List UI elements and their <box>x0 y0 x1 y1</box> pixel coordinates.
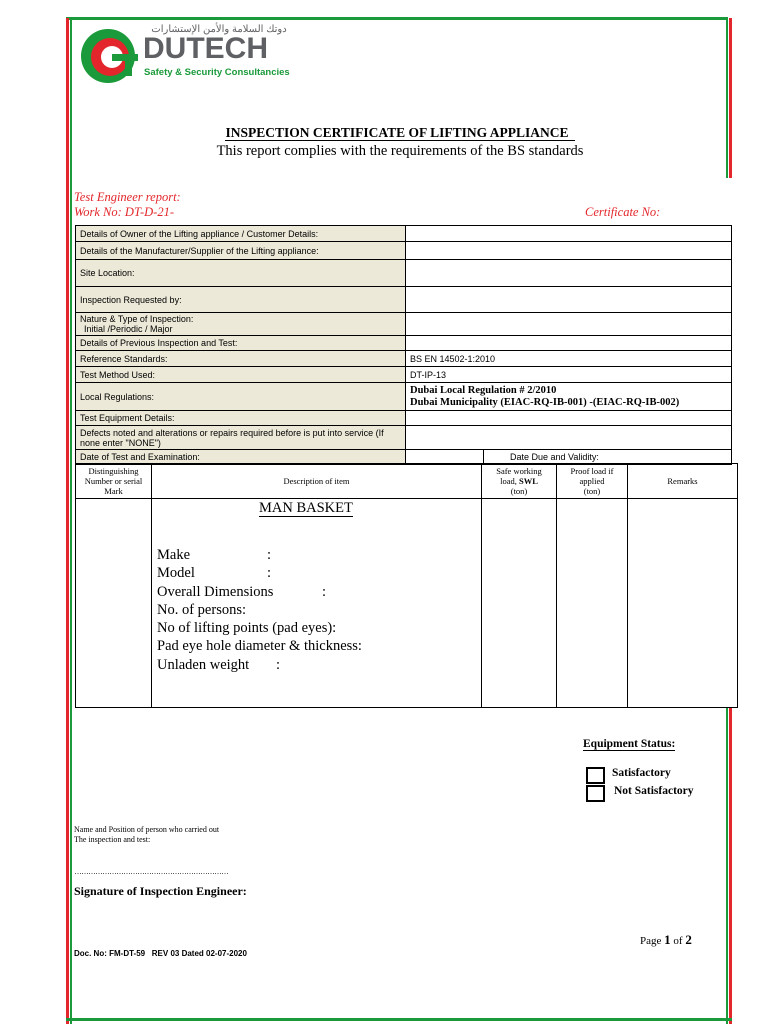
test-equipment-label: Test Equipment Details: <box>76 411 406 426</box>
logo-arabic-name: دوتك السلامة والأمن الإستشارات <box>151 24 287 35</box>
remarks-header: Remarks <box>628 464 738 499</box>
serial-mark-header: Distinguishing Number or serial Mark <box>76 464 152 499</box>
swl-header-swl: SWL <box>518 476 538 486</box>
spec-model <box>157 564 481 582</box>
spec-weight-colon: : <box>276 656 281 673</box>
local-regulation-line1: Dubai Local Regulation # 2/2010 <box>410 384 557 396</box>
page-total: 2 <box>685 932 692 947</box>
proof-load-header <box>557 464 628 499</box>
inspection-nature-line2: Initial /Periodic / Major <box>84 324 173 334</box>
engineer-report-label: Test Engineer report: <box>74 190 181 204</box>
local-regulation-line2: Dubai Municipality (EIAC-RQ-IB-001) -(EIAC-RQ-IB-002) <box>410 396 680 408</box>
page-of: of <box>673 935 683 947</box>
table-row <box>76 336 732 351</box>
reference-standards-value: BS EN 14502-1:2010 <box>406 351 732 367</box>
signature-label: Signature of Inspection Engineer: <box>74 884 247 898</box>
page-border-bottom <box>66 1018 732 1021</box>
defects-label: Defects noted and alterations or repairs required before is put into service (If none enter "NONE") <box>76 426 406 450</box>
signature-dotted-line: ………………………………………………………… <box>74 867 228 876</box>
items-header-row <box>76 464 738 499</box>
table-row <box>76 367 732 383</box>
proof-header-line1: Proof load if <box>570 466 614 476</box>
swl-header <box>482 464 557 499</box>
page-current: 1 <box>664 932 671 947</box>
inspector-name-line1: Name and Position of person who carried out <box>74 825 220 834</box>
item-title <box>259 500 481 516</box>
document-title-text: INSPECTION CERTIFICATE OF LIFTING APPLIANCE <box>225 125 574 141</box>
swl-header-line3: (ton) <box>510 486 528 496</box>
proof-header-line2: applied <box>579 476 605 486</box>
spec-model-label: Model <box>157 565 195 582</box>
satisfactory-label: Satisfactory <box>612 767 671 779</box>
swl-header-load: load, <box>500 476 517 486</box>
spec-pad-eye: Pad eye hole diameter & thickness: <box>157 638 362 655</box>
inspection-requested-label: Inspection Requested by: <box>76 287 406 313</box>
spec-persons: No. of persons: <box>157 601 247 618</box>
defects-value[interactable] <box>406 426 732 450</box>
satisfactory-checkbox[interactable] <box>586 767 605 784</box>
table-row <box>76 411 732 426</box>
spec-dimensions-label: Overall Dimensions <box>157 583 274 600</box>
inspection-requested-value[interactable] <box>406 287 732 313</box>
document-subtitle: This report complies with the requirements of the BS standards <box>216 143 584 159</box>
local-regulations-label: Local Regulations: <box>76 383 406 411</box>
spec-model-colon: : <box>267 565 272 582</box>
equipment-status-text: Equipment Status: <box>583 738 676 750</box>
item-title-text: MAN BASKET <box>259 500 353 516</box>
equipment-status-label <box>583 738 675 750</box>
company-logo <box>79 24 299 85</box>
spec-dimensions <box>157 583 481 601</box>
page-border-left <box>66 18 69 1024</box>
proof-header-line3: (ton) <box>583 486 601 496</box>
logo-g-icon <box>79 27 141 85</box>
swl-header-line2 <box>482 476 556 486</box>
inspection-nature-line1: Nature & Type of Inspection: <box>80 314 194 324</box>
table-row <box>76 287 732 313</box>
table-row <box>76 226 732 242</box>
swl-header-line1: Safe working <box>496 466 542 476</box>
table-row <box>76 260 732 287</box>
local-regulations-value <box>406 383 732 411</box>
document-number: Doc. No: FM-DT-59 REV 03 Dated 02-07-2020 <box>74 949 247 958</box>
previous-inspection-label: Details of Previous Inspection and Test: <box>76 336 406 351</box>
spec-make-label: Make <box>157 547 191 563</box>
test-method-label: Test Method Used: <box>76 367 406 383</box>
spec-make <box>157 546 481 564</box>
inspection-nature-label <box>76 313 406 336</box>
previous-inspection-value[interactable] <box>406 336 732 351</box>
table-row <box>76 426 732 450</box>
work-number-label: Work No: DT-D-21- <box>74 205 174 219</box>
page-word: Page <box>640 935 662 947</box>
page-border-top <box>66 17 728 20</box>
table-row <box>76 313 732 336</box>
test-equipment-value[interactable] <box>406 411 732 426</box>
site-location-value[interactable] <box>406 260 732 287</box>
table-row <box>76 383 732 411</box>
serial-mark-cell[interactable] <box>76 499 152 708</box>
manufacturer-details-label: Details of the Manufacturer/Supplier of the Lifting appliance: <box>76 242 406 260</box>
spec-dimensions-colon: : <box>322 583 327 600</box>
spec-weight <box>157 656 481 674</box>
site-location-label: Site Location: <box>76 260 406 287</box>
test-method-value: DT-IP-13 <box>406 367 732 383</box>
swl-cell[interactable] <box>482 499 557 708</box>
not-satisfactory-label: Not Satisfactory <box>614 785 694 797</box>
remarks-cell[interactable] <box>628 499 738 708</box>
manufacturer-details-value[interactable] <box>406 242 732 260</box>
page-border-left-inner <box>70 18 72 1024</box>
reference-standards-label: Reference Standards: <box>76 351 406 367</box>
lifting-items-table <box>75 463 738 708</box>
table-row <box>76 351 732 367</box>
spec-lifting-points: No of lifting points (pad eyes): <box>157 620 337 637</box>
spec-weight-label: Unladen weight <box>157 656 250 673</box>
inspection-nature-value[interactable] <box>406 313 732 336</box>
owner-details-label: Details of Owner of the Lifting appliance / Customer Details: <box>76 226 406 242</box>
date-due-label: Date Due and Validity: <box>484 450 732 465</box>
not-satisfactory-checkbox[interactable] <box>586 785 605 802</box>
table-row <box>76 499 738 708</box>
certificate-number-label: Certificate No: <box>585 205 661 219</box>
page-number <box>640 932 692 948</box>
date-of-test-label: Date of Test and Examination: <box>76 450 406 465</box>
inspector-name-line2: The inspection and test: <box>74 835 151 844</box>
appliance-details-table <box>75 225 732 465</box>
logo-tagline: Safety & Security Consultancies <box>144 67 290 78</box>
description-header: Description of item <box>152 464 482 499</box>
item-description-cell <box>152 499 482 708</box>
item-spec-list <box>157 546 481 674</box>
logo-wordmark: DUTECH <box>143 32 268 65</box>
proof-load-cell[interactable] <box>557 499 628 708</box>
inspector-name-label <box>74 825 219 845</box>
table-row <box>76 242 732 260</box>
document-title <box>70 125 730 141</box>
owner-details-value[interactable] <box>406 226 732 242</box>
spec-make-colon: : <box>267 547 272 563</box>
